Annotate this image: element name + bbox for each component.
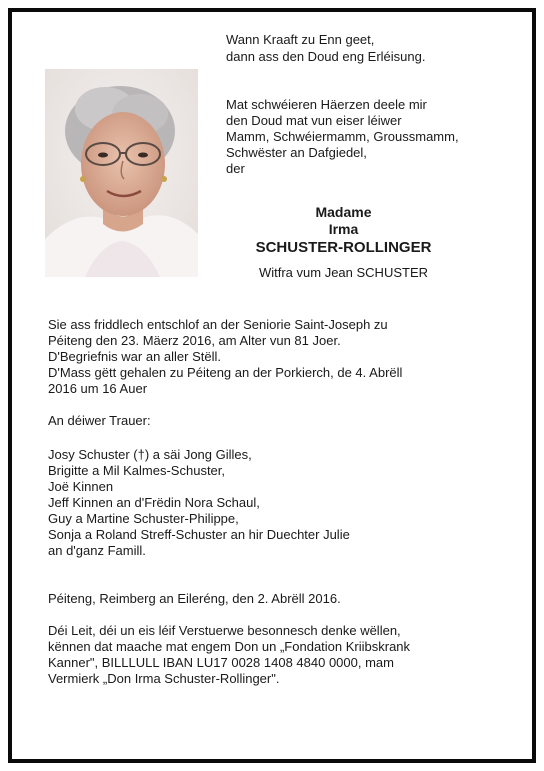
- intro-line-2: dann ass den Doud eng Erléisung.: [226, 49, 426, 64]
- details-line-2: Péiteng den 23. Mäerz 2016, am Alter vun 81 Joer.: [48, 333, 341, 348]
- mourner-line: an d'ganz Famill.: [48, 543, 146, 558]
- portrait-photo: [45, 69, 198, 277]
- mourner-line: Sonja a Roland Streff-Schuster an hir Duechter Julie: [48, 527, 350, 542]
- details-line-4: D'Mass gëtt gehalen zu Péiteng an der Porkierch, de 4. Abrëll: [48, 365, 403, 380]
- mourner-line: Josy Schuster (†) a säi Jong Gilles,: [48, 447, 252, 462]
- widow-of: Witfra vum Jean SCHUSTER: [258, 265, 429, 280]
- details-line-3: D'Begriefnis war an aller Stëll.: [48, 349, 221, 364]
- deceased-first-name: Irma: [328, 221, 359, 237]
- announcement-line-4: Schwëster an Dafgiedel,: [226, 145, 367, 160]
- mourner-line: Guy a Martine Schuster-Philippe,: [48, 511, 239, 526]
- deceased-surname: SCHUSTER-ROLLINGER: [255, 239, 432, 256]
- donation-line-1: Déi Leit, déi un eis léif Verstuerwe besonnesch denke wëllen,: [48, 623, 401, 638]
- intro-line-1: Wann Kraaft zu Enn geet,: [226, 32, 375, 47]
- details-line-5: 2016 um 16 Auer: [48, 381, 148, 396]
- mourner-line: Jeff Kinnen an d'Frëdin Nora Schaul,: [48, 495, 260, 510]
- place-date: Péiteng, Reimberg an Eileréng, den 2. Abrëll 2016.: [48, 591, 341, 606]
- donation-line-3: Kanner", BILLLULL IBAN LU17 0028 1408 4840 0000, mam: [48, 655, 394, 670]
- announcement-line-5: der: [226, 161, 245, 176]
- mourner-line: Joë Kinnen: [48, 479, 114, 494]
- donation-line-4: Vermierk „Don Irma Schuster-Rollinger".: [48, 671, 280, 686]
- mourners-heading: An déiwer Trauer:: [48, 413, 151, 428]
- announcement-line-3: Mamm, Schwéiermamm, Groussmamm,: [226, 129, 459, 144]
- announcement-line-2: den Doud mat vun eiser léiwer: [226, 113, 402, 128]
- mourner-line: Brigitte a Mil Kalmes-Schuster,: [48, 463, 226, 478]
- announcement-line-1: Mat schwéieren Häerzen deele mir: [226, 97, 427, 112]
- donation-line-2: kënnen dat maache mat engem Don un „Fondation Kriibskrank: [48, 639, 411, 654]
- deceased-salutation: Madame: [315, 204, 372, 220]
- details-line-1: Sie ass friddlech entschlof an der Seniorie Saint-Joseph zu: [48, 317, 388, 332]
